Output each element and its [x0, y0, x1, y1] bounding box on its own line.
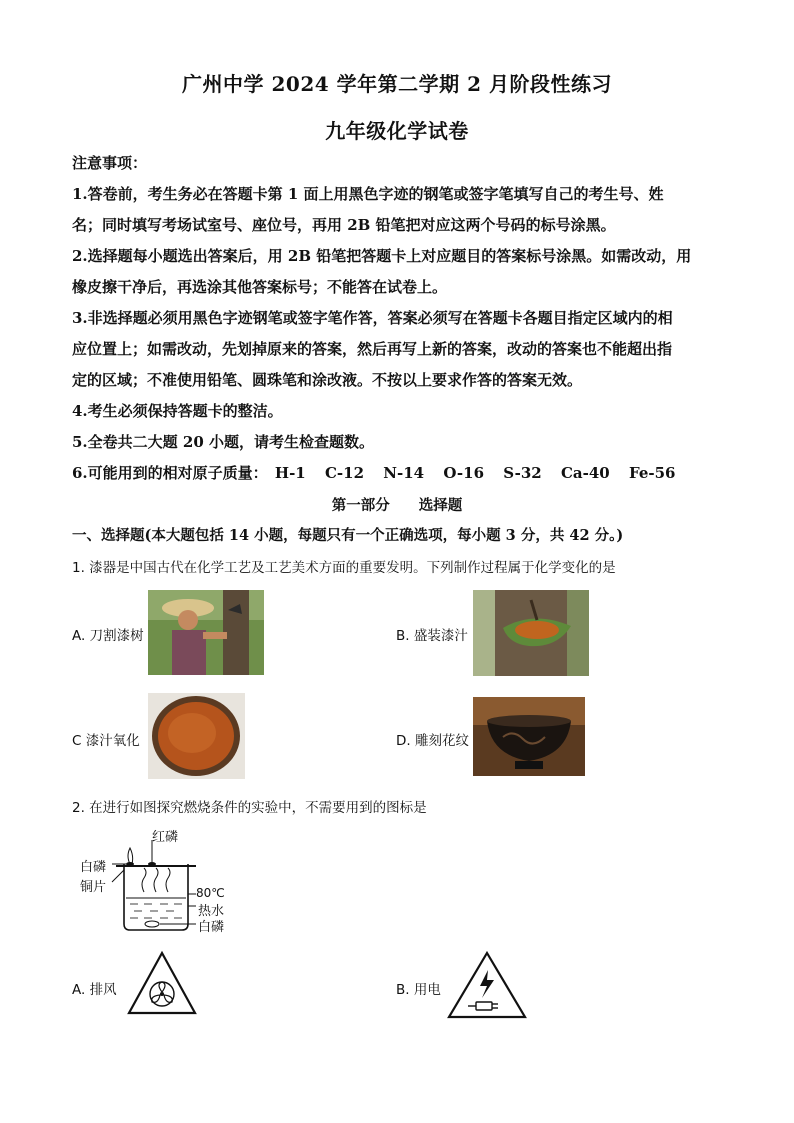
note-line: 橡皮擦干净后，再选涂其他答案标号；不能答在试卷上。 — [72, 278, 448, 296]
note-line: 应位置上；如需改动，先划掉原来的答案，然后再写上新的答案，改动的答案也不能超出指 — [72, 340, 673, 358]
atomic-mass: N-14 — [383, 464, 425, 482]
exam-title: 广州中学 2024 学年第二学期 2 月阶段性练习 — [182, 72, 612, 96]
note-line: 定的区域；不准使用铅笔、圆珠笔和涂改液。不按以上要求作答的答案无效。 — [72, 371, 583, 389]
label-white-phosphorus-bottom: 白磷 — [198, 920, 225, 935]
q1-option-b[interactable]: B. 盛装漆汁 — [396, 628, 468, 644]
note-line: 名；同时填写考场试室号、座位号，再用 2B 铅笔把对应这两个号码的标号涂黑。 — [72, 216, 616, 234]
atomic-mass: Fe-56 — [628, 464, 676, 482]
note-line: 2.选择题每小题选出答案后，用 2B 铅笔把答题卡上对应题目的答案标号涂黑。如需改动，用 — [72, 247, 692, 265]
q1-option-c[interactable]: C 漆汁氧化 — [72, 733, 140, 749]
atomic-mass: H-1 — [274, 464, 306, 482]
label-red-phosphorus: 红磷 — [152, 830, 179, 845]
q1-option-c-photo — [148, 693, 245, 779]
atomic-masses-line — [72, 462, 689, 483]
q1-option-d-photo — [473, 697, 585, 776]
note-line: 5.全卷共二大题 20 小题，请考生检查题数。 — [72, 433, 374, 451]
combustion-apparatus-figure — [72, 826, 242, 938]
atomic-mass: S-32 — [503, 464, 542, 482]
q1-option-b-photo — [473, 590, 589, 676]
note-line: 4.考生必须保持答题卡的整洁。 — [72, 402, 283, 420]
label-white-phosphorus-top: 白磷 — [80, 860, 107, 875]
label-copper-sheet: 铜片 — [80, 880, 107, 895]
q2-option-b[interactable]: B. 用电 — [396, 982, 441, 998]
q1-option-d[interactable]: D. 雕刻花纹 — [396, 733, 469, 749]
q1-option-a-photo — [148, 590, 264, 675]
note-line: 1.答卷前，考生务必在答题卡第 1 面上用黑色字迹的钢笔或签字笔填写自己的考生号、姓 — [72, 185, 664, 203]
question-2-stem: 2. 在进行如图探究燃烧条件的实验中，不需要用到的图标是 — [72, 800, 427, 816]
q2-option-a[interactable]: A. 排风 — [72, 982, 117, 998]
electricity-icon — [446, 950, 528, 1020]
label-temperature: 80℃ — [196, 886, 225, 900]
exam-subtitle: 九年级化学试卷 — [325, 119, 469, 143]
atomic-mass: O-16 — [443, 464, 485, 482]
label-hot-water: 热水 — [198, 904, 225, 919]
ventilation-fan-icon — [126, 950, 198, 1016]
q1-option-a[interactable]: A. 刀割漆树 — [72, 628, 144, 644]
note-line: 3.非选择题必须用黑色字迹钢笔或签字笔作答，答案必须写在答题卡各题目指定区域内的相 — [72, 309, 673, 327]
notes-heading: 注意事项： — [72, 154, 148, 172]
atomic-mass: Ca-40 — [560, 464, 610, 482]
atomic-mass: C-12 — [324, 464, 365, 482]
part-heading: 第一部分 选择题 — [331, 497, 463, 514]
section-heading: 一、选择题(本大题包括 14 小题，每题只有一个正确选项，每小题 3 分，共 42 分。) — [72, 527, 624, 544]
atomic-masses-label: 6.可能用到的相对原子质量： — [72, 464, 268, 482]
question-1-stem: 1. 漆器是中国古代在化学工艺及工艺美术方面的重要发明。下列制作过程属于化学变化的是 — [72, 560, 616, 576]
